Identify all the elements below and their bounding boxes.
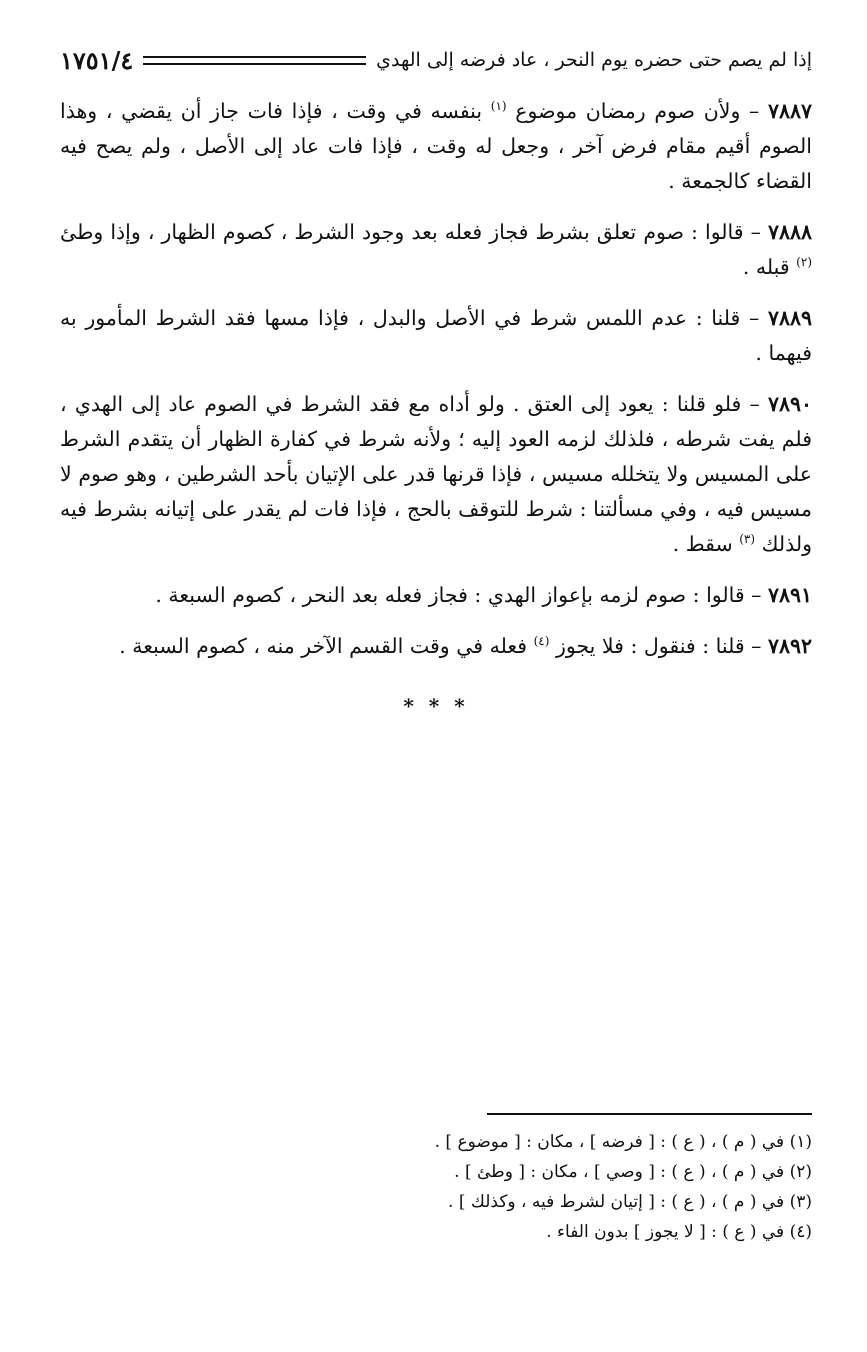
paragraph-number: ٧٨٩٠ <box>767 392 812 416</box>
footnote-marker: (١) <box>490 99 507 114</box>
paragraph <box>60 629 812 664</box>
paragraph <box>60 215 812 285</box>
paragraph-number: ٧٨٨٧ <box>767 99 812 123</box>
paragraph-text: قبله . <box>742 255 797 279</box>
paragraph-text: بنفسه في وقت ، فإذا فات جاز أن يقضي ، وهذا الصوم أقيم مقام فرض آخر ، وجعل له وقت ، فإذا فات عاد إلى الأصل ، ولم يصح فيه القضاء كالجمعة . <box>60 99 812 193</box>
paragraph-number: ٧٨٨٩ <box>767 306 812 330</box>
page-number: ١٧٥١/٤ <box>60 45 134 75</box>
paragraph <box>60 387 812 562</box>
footnote-marker: (٢) <box>796 255 812 270</box>
paragraph-number: ٧٨٩٢ <box>767 634 812 658</box>
paragraph-text: – قالوا : صوم لزمه بإعواز الهدي : فجاز فعله بعد النحر ، كصوم السبعة . <box>155 583 768 607</box>
paragraph-number: ٧٨٩١ <box>767 583 812 607</box>
footnote: (٣) في ( م ) ، ( ع ) : [ إتيان لشرط فيه ، وكذلك ] . <box>448 1192 812 1212</box>
running-header <box>60 38 812 82</box>
footnote-marker: (٣) <box>739 532 756 547</box>
footnote: (٢) في ( م ) ، ( ع ) : [ وصي ] ، مكان : [ وطئ ] . <box>454 1162 812 1182</box>
paragraph <box>60 94 812 199</box>
paragraph-text: – قلنا : فنقول : فلا يجوز <box>549 634 768 658</box>
footnote: (٤) في ( ع ) : [ لا يجوز ] بدون الفاء . <box>546 1222 812 1242</box>
paragraph <box>60 578 812 613</box>
body-text <box>60 94 812 664</box>
footnote-rule <box>487 1113 812 1115</box>
paragraph-text: سقط . <box>672 532 740 556</box>
paragraph-text: – قالوا : صوم تعلق بشرط فجاز فعله بعد وجود الشرط ، كصوم الظهار ، وإذا وطئ <box>60 220 768 244</box>
page <box>60 38 812 718</box>
footnote: (١) في ( م ) ، ( ع ) : [ فرضه ] ، مكان : [ موضوع ] . <box>434 1132 812 1152</box>
paragraph-text: – ولأن صوم رمضان موضوع <box>506 99 768 123</box>
footnotes <box>112 1127 812 1247</box>
running-title: إذا لم يصم حتى حضره يوم النحر ، عاد فرضه إلى الهدي <box>376 49 812 71</box>
paragraph-text: – قلنا : عدم اللمس شرط في الأصل والبدل ، فإذا مسها فقد الشرط المأمور به فيهما . <box>60 306 812 365</box>
paragraph-text: – فلو قلنا : يعود إلى العتق . ولو أداه مع فقد الشرط في الصوم عاد إلى الهدي ، فلم يفت شرطه ، فلذلك لزمه العود إليه ؛ ولأنه شرط في كفارة الظهار أن يتقدم الشرط على المسيس ولا يتخلله مسيس ، فإذا قرنها قدر على الإتيان بأحد الشرطين ، وهو صوم لا مسيس فيه ، وفي مسألتنا : شرط للتوقف بالحج ، فإذا فات لم يقدر على إتيانه بشرط فيه ولذلك <box>60 392 812 556</box>
section-separator: * * * <box>403 694 469 718</box>
paragraph-text: فعله في وقت القسم الآخر منه ، كصوم السبعة . <box>119 634 534 658</box>
paragraph <box>60 301 812 371</box>
paragraph-number: ٧٨٨٨ <box>767 220 812 244</box>
footnote-marker: (٤) <box>533 634 550 649</box>
header-rule <box>143 56 366 65</box>
